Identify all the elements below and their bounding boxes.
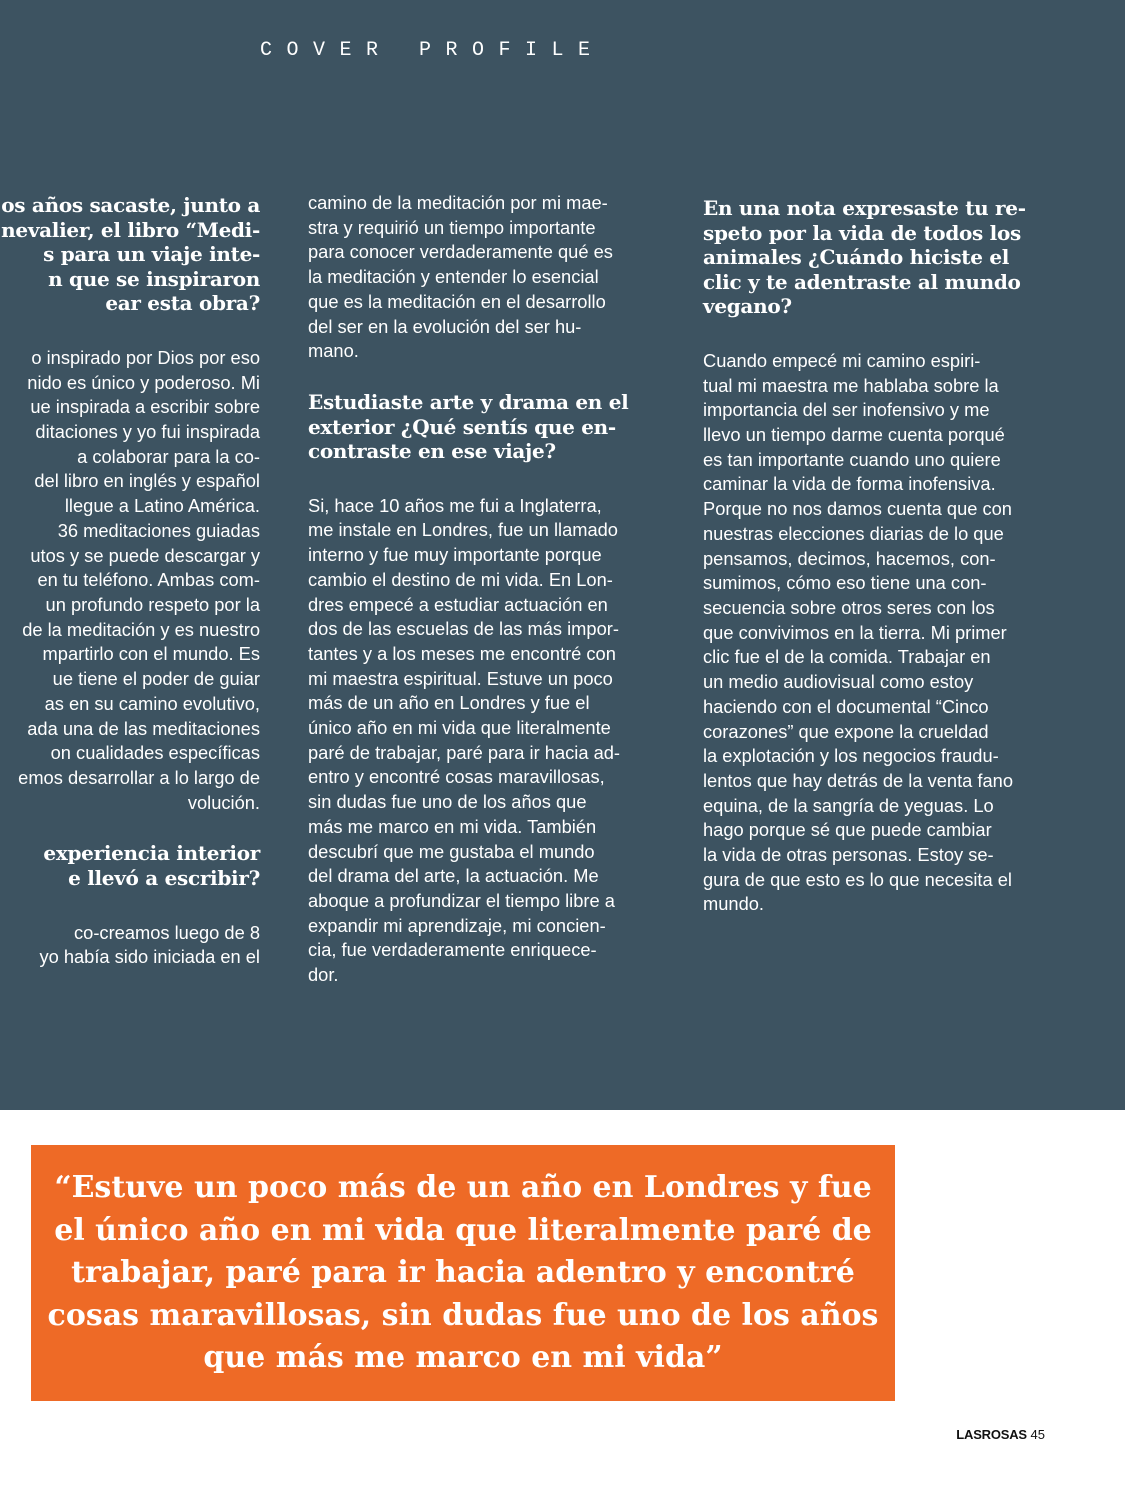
text-line: sumimos, cómo eso tiene una con- <box>703 572 987 594</box>
article-column-3 <box>703 196 1048 943</box>
text-line: volución. <box>187 791 260 813</box>
text-line: a colaborar para la co- <box>77 445 260 467</box>
text-line: del libro en inglés y español <box>34 470 260 492</box>
text-line: contraste en ese viaje? <box>308 439 556 464</box>
text-line: Estudiaste arte y drama en el <box>308 389 629 414</box>
text-line: equina, de la sangría de yeguas. Lo <box>703 794 994 816</box>
text-line: ue inspirada a escribir sobre <box>30 396 260 418</box>
pull-quote-line: trabajar, paré para ir hacia adentro y encontré <box>71 1255 855 1291</box>
text-line: un profundo respeto por la <box>45 594 260 615</box>
text-line: yo había sido iniciada en el <box>39 946 260 968</box>
text-line: en tu teléfono. Ambas com- <box>37 569 260 591</box>
page-number: 45 <box>1030 1427 1045 1442</box>
article-column-1 <box>0 193 260 996</box>
text-line: 36 meditaciones guiadas <box>57 519 260 541</box>
text-line: mundo. <box>703 893 764 915</box>
text-line: clic y te adentraste al mundo <box>703 269 1021 294</box>
text-line: tual mi maestra me hablaba sobre la <box>703 374 999 396</box>
text-line: exterior ¿Qué sentís que en- <box>308 414 616 439</box>
interview-answer <box>308 191 653 364</box>
text-line: sin dudas fue uno de los años que <box>308 791 587 813</box>
interview-answer <box>0 346 260 815</box>
text-line: descubrí que me gustaba el mundo <box>308 840 595 862</box>
text-line: mpartirlo con el mundo. Es <box>42 643 260 665</box>
text-line: experiencia interior <box>43 841 260 866</box>
interview-answer <box>0 921 260 970</box>
text-line: ada una de las meditaciones <box>27 717 260 739</box>
text-line: Si, hace 10 años me fui a Inglaterra, <box>308 494 602 516</box>
text-line: dos de las escuelas de las más impor- <box>308 618 619 640</box>
text-line: emos desarrollar a lo largo de <box>18 766 260 788</box>
pull-quote-line: “Estuve un poco más de un año en Londres y fue <box>54 1170 872 1205</box>
text-line: interno y fue muy importante porque <box>308 544 602 566</box>
text-line: ear esta obra? <box>105 291 260 316</box>
pull-quote-text <box>31 1167 895 1380</box>
text-line: del ser en la evolución del ser hu- <box>308 315 582 337</box>
text-line: speto por la vida de todos los <box>703 220 1021 245</box>
text-line: camino de la meditación por mi mae- <box>308 192 608 213</box>
text-line: Porque no nos damos cuenta que con <box>703 498 1012 520</box>
text-line: utos y se puede descargar y <box>30 544 260 566</box>
text-line: importancia del ser inofensivo y me <box>703 399 990 421</box>
text-line: un medio audiovisual como estoy <box>703 671 974 693</box>
magazine-brand: LASROSAS <box>956 1427 1027 1442</box>
text-line: me instale en Londres, fue un llamado <box>308 519 618 541</box>
text-line: que convivimos en la tierra. Mi primer <box>703 621 1007 643</box>
pull-quote-line: cosas maravillosas, sin dudas fue uno de los años <box>47 1297 879 1333</box>
text-line: o inspirado por Dios por eso <box>31 346 260 368</box>
text-line: stra y requirió un tiempo importante <box>308 216 596 238</box>
text-line: llevo un tiempo darme cuenta porqué <box>703 424 1005 446</box>
section-label: COVER PROFILE <box>260 39 605 62</box>
pull-quote-line: el único año en mi vida que literalmente paré de <box>54 1212 872 1248</box>
text-line: mi maestra espiritual. Estuve un poco <box>308 667 613 689</box>
text-line: nido es único y poderoso. Mi <box>27 371 260 393</box>
text-line: es tan importante cuando uno quiere <box>703 448 1001 470</box>
text-line: cia, fue verdaderamente enriquece- <box>308 939 597 961</box>
interview-question <box>703 196 1048 319</box>
text-line: ditaciones y yo fui inspirada <box>35 421 260 443</box>
text-line: paré de trabajar, paré para ir hacia ad- <box>308 741 620 763</box>
text-line: del drama del arte, la actuación. Me <box>308 865 599 887</box>
text-line: cambio el destino de mi vida. En Lon- <box>308 568 613 590</box>
text-line: on cualidades específicas <box>50 742 260 764</box>
text-line: corazones” que expone la crueldad <box>703 720 989 742</box>
pull-quote-box <box>31 1145 895 1401</box>
text-line: vegano? <box>703 294 792 319</box>
text-line: la meditación y entender lo esencial <box>308 266 599 288</box>
text-line: nuestras elecciones diarias de lo que <box>703 522 1004 544</box>
interview-question <box>0 841 260 890</box>
text-line: animales ¿Cuándo hiciste el <box>703 245 1010 270</box>
text-line: la vida de otras personas. Estoy se- <box>703 844 994 866</box>
text-line: os años sacaste, junto a <box>1 193 260 217</box>
text-line: pensamos, decimos, hacemos, con- <box>703 547 996 569</box>
text-line: de la meditación y es nuestro <box>22 618 260 640</box>
pull-quote-line: que más me marco en mi vida” <box>203 1340 723 1376</box>
page-folio <box>956 1427 1045 1442</box>
text-line: s para un viaje inte- <box>43 242 260 267</box>
text-line: haciendo con el documental “Cinco <box>703 695 989 717</box>
text-line: la explotación y los negocios fraudu- <box>703 745 999 767</box>
interview-question <box>0 193 260 316</box>
text-line: Cuando empecé mi camino espiri- <box>703 349 981 371</box>
text-line: n que se inspiraron <box>48 266 260 291</box>
text-line: aboque a profundizar el tiempo libre a <box>308 889 615 911</box>
text-line: mano. <box>308 340 359 362</box>
text-line: dres empecé a estudiar actuación en <box>308 593 608 615</box>
text-line: co-creamos luego de 8 <box>74 921 260 943</box>
text-line: para conocer verdaderamente qué es <box>308 241 613 263</box>
interview-question <box>308 390 653 464</box>
text-line: hago porque sé que puede cambiar <box>703 819 992 841</box>
text-line: más de un año en Londres y fue el <box>308 692 590 714</box>
text-line: secuencia sobre otros seres con los <box>703 597 995 618</box>
text-line: nevalier, el libro “Medi- <box>1 217 260 242</box>
text-line: único año en mi vida que literalmente <box>308 717 611 739</box>
text-line: as en su camino evolutivo, <box>44 692 260 714</box>
text-line: gura de que esto es lo que necesita el <box>703 868 1012 890</box>
text-line: e llevó a escribir? <box>68 865 260 890</box>
text-line: llegue a Latino América. <box>64 495 260 517</box>
text-line: tantes y a los meses me encontré con <box>308 642 616 664</box>
text-line: más me marco en mi vida. También <box>308 815 597 837</box>
text-line: ue tiene el poder de guiar <box>52 668 260 690</box>
text-line: caminar la vida de forma inofensiva. <box>703 473 996 495</box>
text-line: lentos que hay detrás de la venta fano <box>703 769 1013 791</box>
interview-answer <box>703 349 1048 917</box>
text-line: clic fue el de la comida. Trabajar en <box>703 646 991 668</box>
text-line: entro y encontré cosas maravillosas, <box>308 766 605 788</box>
text-line: expandir mi aprendizaje, mi concien- <box>308 914 606 936</box>
interview-answer <box>308 494 653 988</box>
text-line: que es la meditación en el desarrollo <box>308 290 606 312</box>
article-column-2 <box>308 191 653 1014</box>
text-line: dor. <box>308 964 339 986</box>
text-line: En una nota expresaste tu re- <box>703 196 1026 220</box>
